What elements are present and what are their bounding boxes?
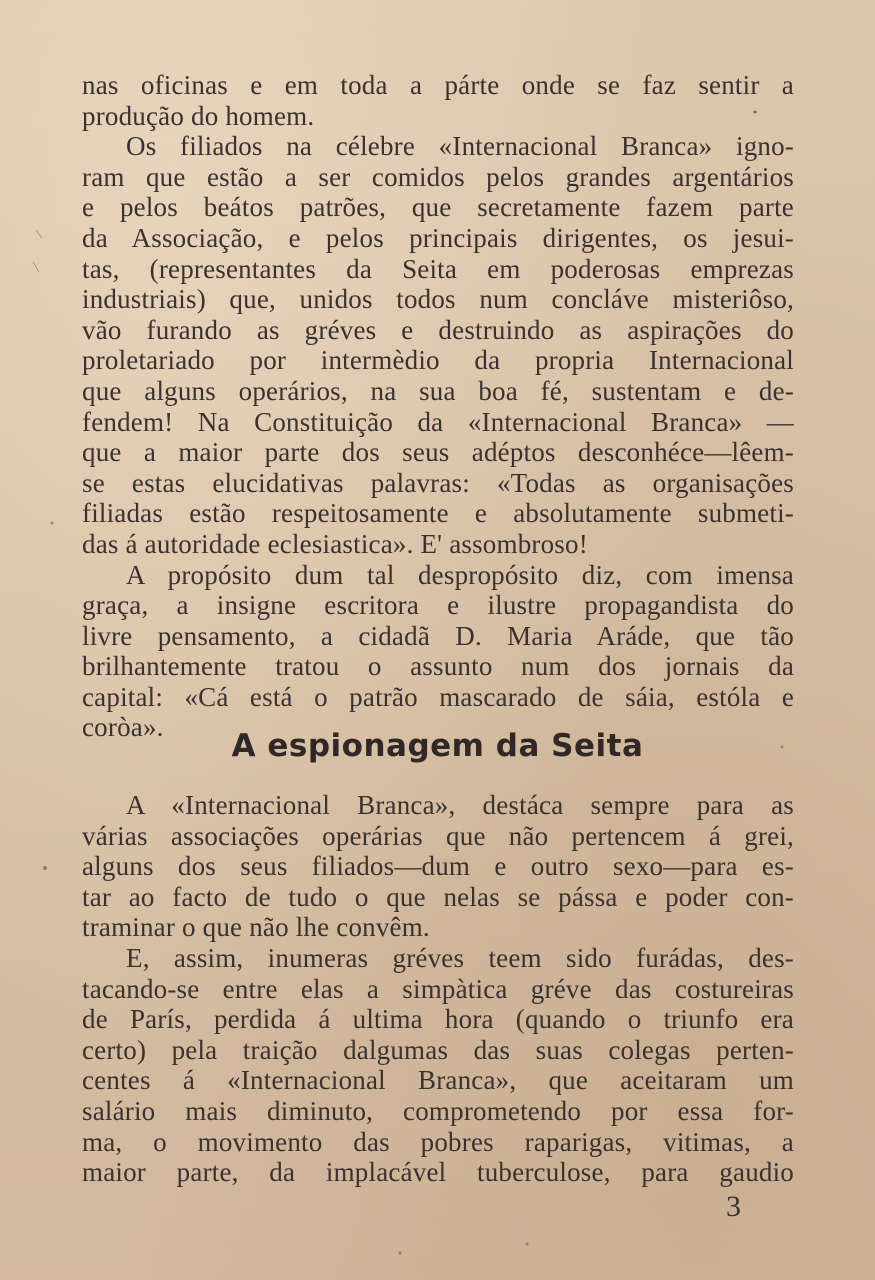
body-text-lower — [82, 790, 794, 1188]
text-line: e pelos beátos patrões, que secretamente fazem parte — [82, 192, 794, 223]
text-line: produção do homem. — [82, 100, 315, 131]
text-line: da Associação, e pelos principais dirigentes, os jesui- — [82, 222, 794, 253]
text-line: ram que estão a ser comidos pelos grandes argentários — [82, 161, 794, 192]
text-line: várias associações operárias que não pertencem á grei, — [82, 820, 794, 851]
text-line: que a maior parte dos seus adéptos desconhéce—lêem- — [82, 437, 794, 468]
text-line: industriais) que, unidos todos num concláve misteriôso, — [82, 284, 794, 315]
text-line: das á autoridade eclesiastica». E' assombroso! — [82, 528, 588, 559]
text-line: maior parte, da implacável tuberculose, para gaudio — [82, 1157, 794, 1188]
text-line: tar ao facto de tudo o que nelas se pássa e poder con- — [82, 881, 794, 912]
text-line: traminar o que não lhe convêm. — [82, 912, 430, 943]
text-line: E, assim, inumeras gréves teem sido furádas, des- — [126, 942, 794, 973]
text-line: A propósito dum tal despropósito diz, com imensa — [126, 559, 794, 590]
text-line: A «Internacional Branca», destáca sempre para as — [126, 790, 794, 820]
text-line: que alguns operários, na sua boa fé, sustentam e de- — [82, 375, 794, 406]
text-line: vão furando as gréves e destruindo as aspirações do — [82, 314, 794, 345]
text-line: salário mais diminuto, comprometendo por essa for- — [82, 1095, 794, 1126]
text-line: centes á «Internacional Branca», que aceitaram um — [82, 1065, 794, 1096]
text-line: tacando-se entre elas a simpàtica gréve das costureiras — [82, 973, 794, 1004]
text-line: capital: «Cá está o patrão mascarado de sáia, estóla e — [82, 681, 794, 712]
text-line: de París, perdida á ultima hora (quando o triunfo era — [82, 1004, 794, 1035]
text-line: tas, (representantes da Seita em poderosas emprezas — [82, 253, 794, 284]
section-heading: A espionagem da Seita — [231, 728, 644, 764]
text-line: nas oficinas e em toda a párte onde se faz sentir a — [82, 70, 794, 100]
text-line: brilhantemente tratou o assunto num dos jornais da — [82, 651, 794, 682]
text-line: fendem! Na Constituição da «Internacional Branca» — — [82, 406, 794, 437]
text-line: proletariado por intermèdio da propria Internacional — [82, 345, 794, 376]
text-line: alguns dos seus filiados—dum e outro sexo—para es- — [82, 851, 794, 882]
text-line: coròa». — [82, 712, 164, 743]
text-line: se estas elucidativas palavras: «Todas as organisações — [82, 467, 794, 498]
text-line: livre pensamento, a cidadã D. Maria Aráde, que tão — [82, 620, 794, 651]
text-line: certo) pela traição dalgumas das suas colegas perten- — [82, 1034, 794, 1065]
text-line: graça, a insigne escritora e ilustre propagandista do — [82, 590, 794, 621]
page-number: 3 — [726, 1190, 741, 1223]
text-line: filiadas estão respeitosamente e absolutamente submeti- — [82, 498, 794, 529]
body-text-upper — [82, 70, 794, 743]
text-line: Os filiados na célebre «Internacional Branca» igno- — [126, 131, 794, 162]
text-line: ma, o movimento das pobres raparigas, vitimas, a — [82, 1126, 794, 1157]
